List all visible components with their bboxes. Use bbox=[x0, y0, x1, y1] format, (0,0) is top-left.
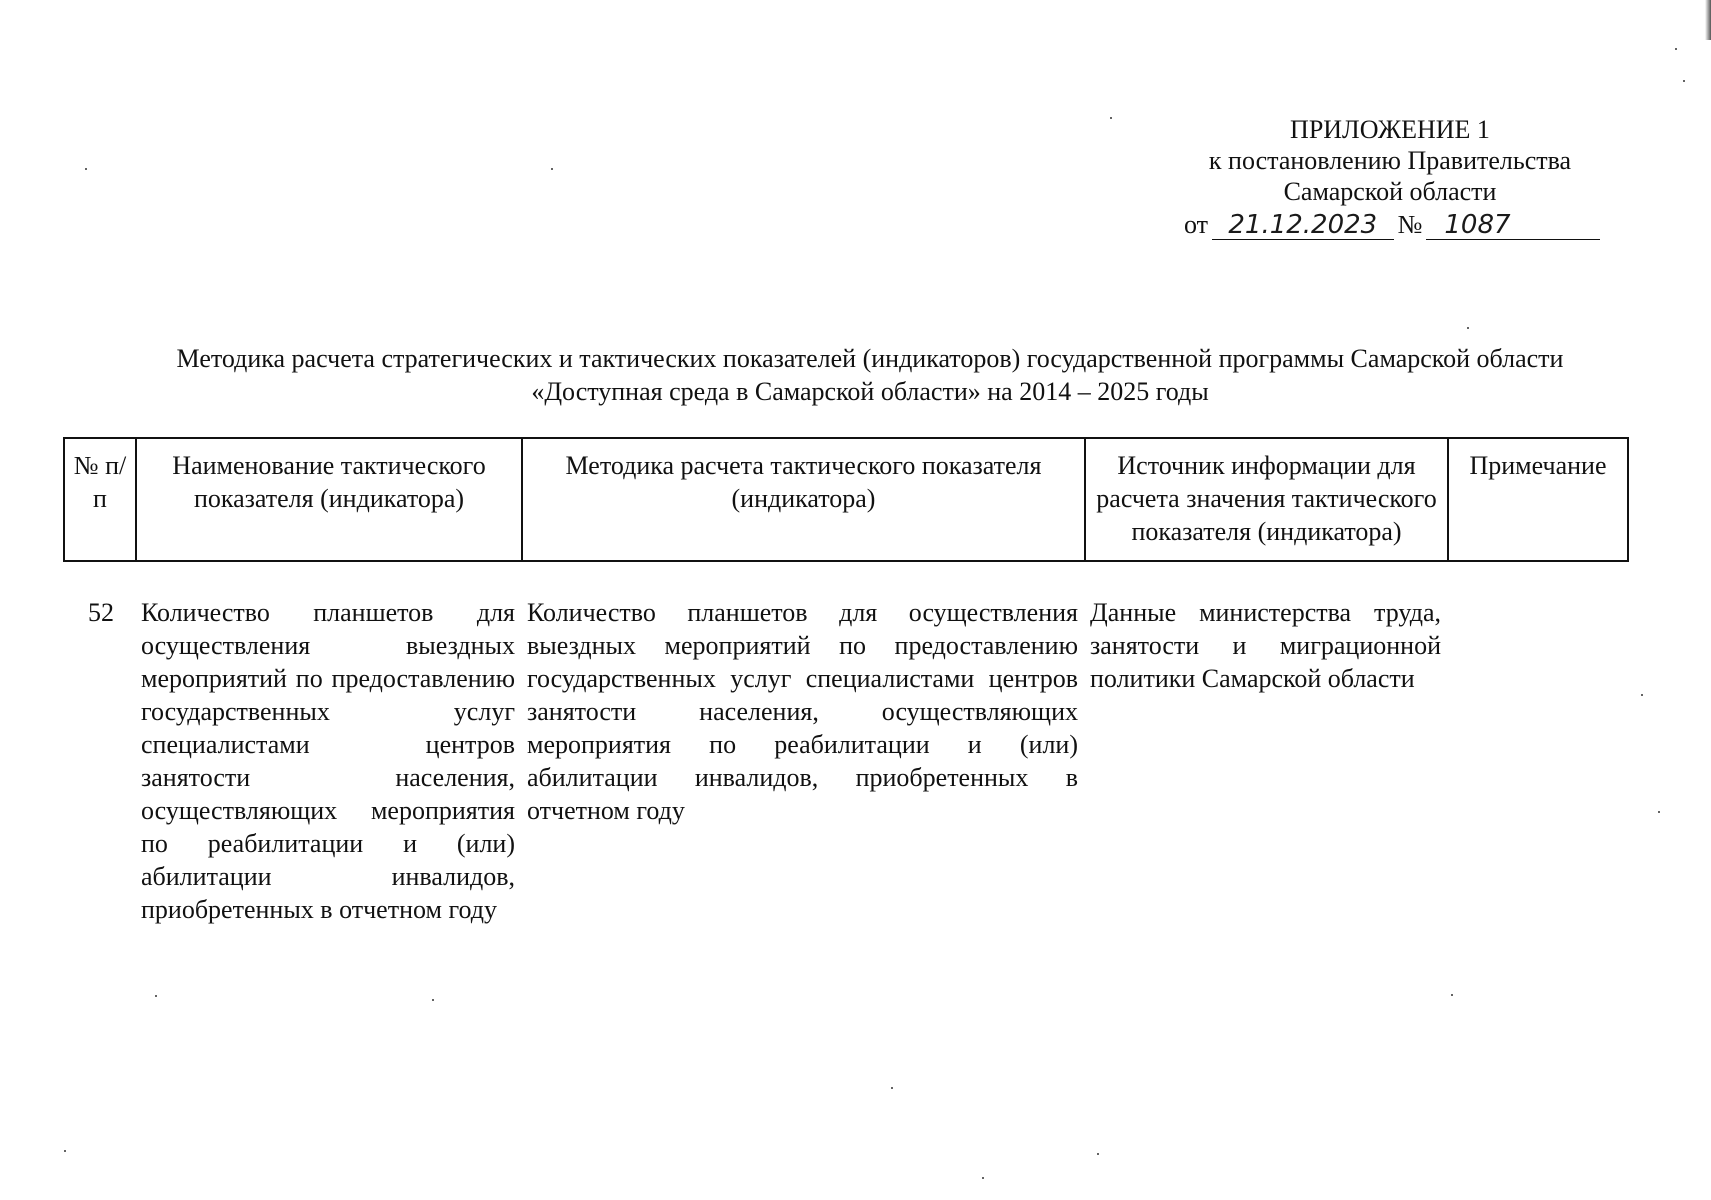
row-method: Количество планшетов для осуществления выездных мероприятий по предоставлению государственных услуг специалистами центров занятости населения, осуществляющих мероприятия по реабилитации и (или) абилитации инвалидов, приобретенных в отчетном году bbox=[527, 598, 1078, 825]
scan-speck bbox=[982, 1177, 984, 1179]
number-label: № bbox=[1397, 210, 1423, 239]
scan-speck bbox=[551, 168, 553, 170]
scan-speck bbox=[1675, 48, 1677, 50]
appendix-line-1: к постановлению Правительства bbox=[1208, 146, 1572, 175]
scan-edge bbox=[1705, 0, 1711, 40]
scan-speck bbox=[432, 999, 434, 1001]
appendix-block bbox=[1180, 114, 1600, 240]
document-title-line-1: Методика расчета стратегических и тактических показателей (индикаторов) государственной программы Самарской области bbox=[176, 344, 1564, 373]
row-source: Данные министерства труда, занятости и миграционной политики Самарской области bbox=[1090, 598, 1441, 693]
scan-speck bbox=[64, 1150, 66, 1152]
header-method: Методика расчета тактического показателя (индикатора) bbox=[522, 438, 1085, 561]
scan-speck bbox=[1110, 117, 1112, 119]
indicators-table-header bbox=[63, 437, 1629, 562]
handwritten-number: 1087 bbox=[1426, 211, 1600, 240]
from-label: от bbox=[1184, 210, 1209, 239]
handwritten-date: 21.12.2023 bbox=[1212, 211, 1394, 240]
header-number: № п/п bbox=[64, 438, 136, 561]
scan-speck bbox=[1451, 994, 1453, 996]
scan-speck bbox=[1641, 694, 1643, 696]
date-number-line bbox=[1180, 209, 1600, 240]
scan-speck bbox=[85, 168, 87, 170]
scan-speck bbox=[1097, 1153, 1099, 1155]
document-title-line-2: «Доступная среда в Самарской области» на 2014 – 2025 годы bbox=[531, 377, 1209, 406]
scan-speck bbox=[1683, 80, 1685, 82]
row-number: 52 bbox=[88, 598, 114, 627]
scan-speck bbox=[1467, 327, 1469, 329]
table-header-row bbox=[64, 438, 1628, 561]
appendix-title: ПРИЛОЖЕНИЕ 1 bbox=[1290, 115, 1490, 144]
header-source: Источник информации для расчета значения тактического показателя (индикатора) bbox=[1085, 438, 1448, 561]
appendix-line-2: Самарской области bbox=[1283, 177, 1497, 206]
scan-speck bbox=[1658, 811, 1660, 813]
row-note bbox=[1447, 596, 1627, 926]
header-note: Примечание bbox=[1448, 438, 1628, 561]
scan-speck bbox=[155, 995, 157, 997]
scan-speck bbox=[891, 1087, 893, 1089]
document-title bbox=[90, 342, 1650, 408]
header-indicator-name: Наименование тактического показателя (индикатора) bbox=[136, 438, 522, 561]
row-indicator-name: Количество планшетов для осуществления выездных мероприятий по предоставлению государственных услуг специалистами центров занятости населения, осуществляющих мероприятия по реабилитации и (или) абилитации инвалидов, приобретенных в отчетном году bbox=[141, 598, 515, 924]
table-row bbox=[63, 596, 1627, 926]
